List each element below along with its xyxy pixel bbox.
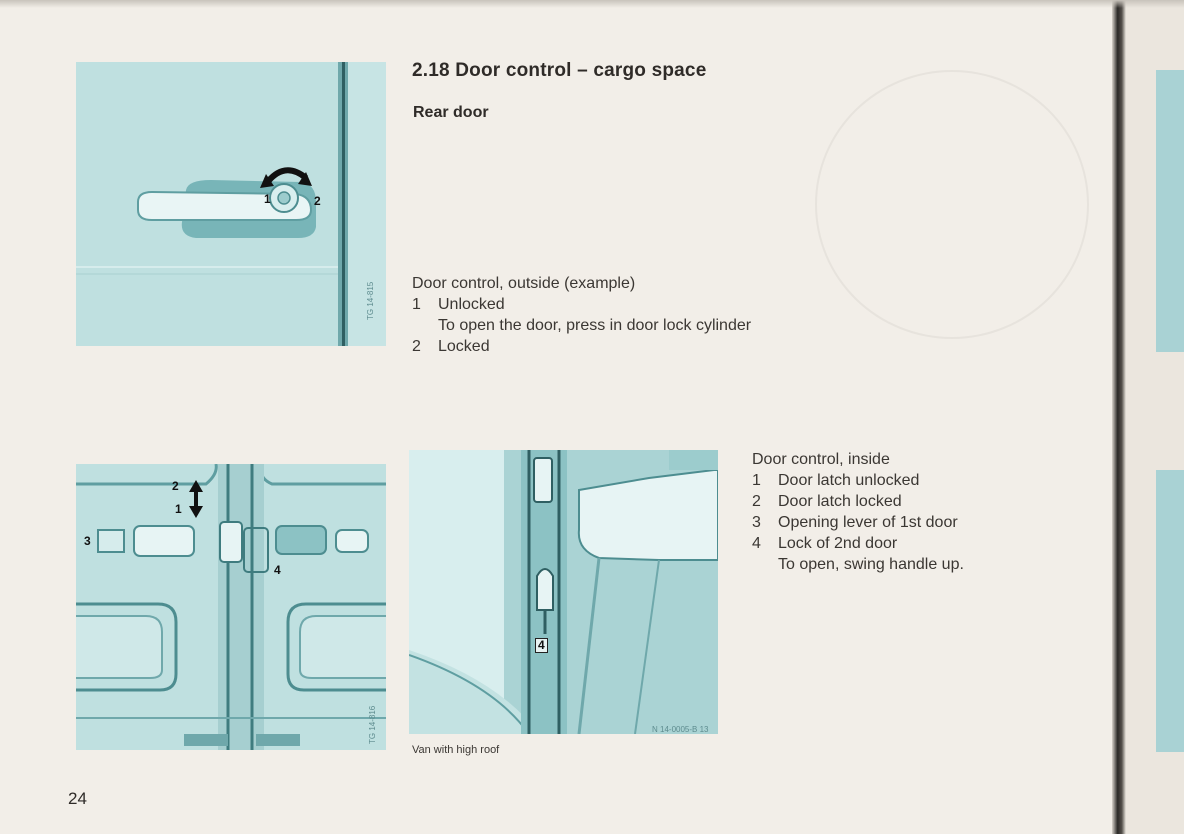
- high-roof-door-illustration: [409, 450, 718, 734]
- show-through-shape: [815, 70, 1089, 339]
- figure-outside-door-handle: [76, 62, 386, 346]
- figure-id: N 14-0005-B 13: [652, 725, 709, 734]
- list-item: 1 Door latch unlocked: [752, 472, 920, 489]
- inside-description: [752, 449, 964, 575]
- figure-van-high-roof: [409, 450, 718, 734]
- page-number: 24: [68, 789, 87, 808]
- list-item-note: To open the door, press in door lock cylinder: [438, 317, 752, 334]
- figure-id: TG 14-815: [366, 281, 375, 320]
- callout-1: 1: [175, 502, 182, 516]
- list-item: 3 Opening lever of 1st door: [752, 514, 958, 531]
- outside-description: [412, 273, 751, 357]
- callout-3: 3: [84, 534, 91, 548]
- facing-page-photo-bottom: [1156, 470, 1184, 752]
- page-shadow: [0, 0, 1184, 8]
- callout-4: 4: [274, 563, 281, 577]
- list-item: 4 Lock of 2nd door: [752, 535, 898, 552]
- figure-caption: Van with high roof: [412, 744, 500, 756]
- list-item: 2 Locked: [412, 338, 490, 355]
- list-item: 1 Unlocked: [412, 296, 505, 313]
- outside-handle-illustration: [76, 62, 386, 346]
- outside-heading: Door control, outside (example): [412, 275, 636, 292]
- callout-2: 2: [314, 194, 321, 208]
- callout-2: 2: [172, 479, 179, 493]
- callout-4: 4: [535, 638, 548, 653]
- list-item-note: To open, swing handle up.: [778, 556, 964, 573]
- book-gutter: [1112, 0, 1126, 834]
- section-subtitle: Rear door: [413, 104, 489, 121]
- inside-heading: Door control, inside: [752, 451, 890, 468]
- figure-rear-doors-inside: [76, 464, 386, 750]
- rear-doors-illustration: [76, 464, 386, 750]
- section-title: 2.18 Door control – cargo space: [412, 60, 707, 81]
- facing-page-photo-top: [1156, 70, 1184, 352]
- figure-id: TG 14-816: [368, 705, 377, 744]
- list-item: 2 Door latch locked: [752, 493, 902, 510]
- callout-1: 1: [264, 192, 271, 206]
